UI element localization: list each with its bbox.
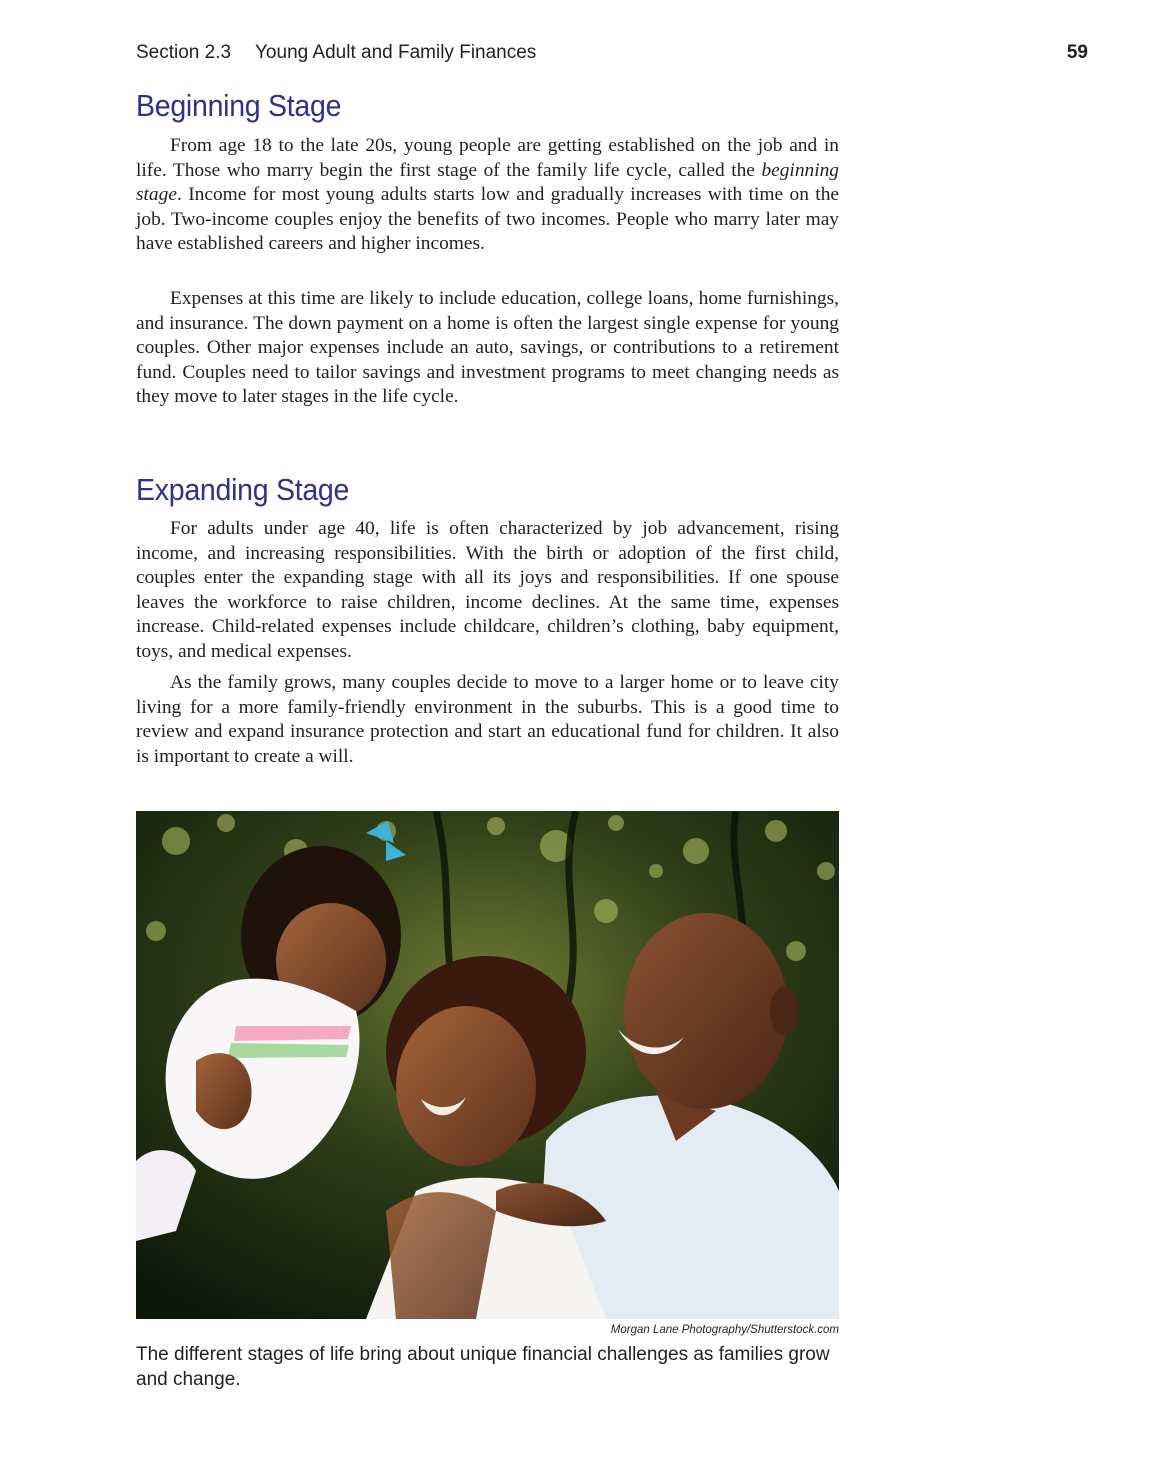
running-head [136,42,1088,66]
paragraph-text: . Income for most young adults starts low and gradually increases with time on the job. Two-income couples enjoy the benefits of two incomes. People who marry later may have established careers and higher incomes. [136,184,839,255]
heading-expanding-stage: Expanding Stage [136,472,350,507]
paragraph-expanding-2: As the family grows, many couples decide to move to a larger home or to leave city living for a more family-friendly environment in the suburbs. This is a good time to review and expand insurance protection and start an educational fund for children. It also is important to create a will. [136,672,839,767]
key-term-beginning-stage: beginning stage [136,159,839,206]
page-number: 59 [1066,42,1088,63]
paragraph-text: From age 18 to the late 20s, young people are getting established on the job and in life. Those who marry begin the first stage of the family life cycle, called the [136,135,839,181]
family-photo-illustration [136,811,839,1319]
heading-beginning-stage: Beginning Stage [136,88,342,123]
section-number: Section 2.3 [136,42,232,63]
section-title: Young Adult and Family Finances [255,42,537,63]
paragraph-expanding-1: For adults under age 40, life is often characterized by job advancement, rising income, and increasing responsibilities. With the birth or adoption of the first child, couples enter the expanding stage with all its joys and responsibilities. If one spouse leaves the workforce to raise children, income declines. At the same time, expenses increase. Child-related expenses include childcare, children’s clothing, baby equipment, toys, and medical expenses. [136,518,839,662]
paragraph-beginning-2: Expenses at this time are likely to include education, college loans, home furnishings, and insurance. The down payment on a home is often the largest single expense for young couples. Other major expenses include an auto, savings, or contributions to a retirement fund. Couples need to tailor savings and investment programs to meet changing needs as they move to later stages in the life cycle. [136,288,839,408]
photo-credit: Morgan Lane Photography/Shutterstock.com [610,1324,839,1336]
paragraph-beginning-1 [136,134,839,257]
figure-caption: The different stages of life bring about unique financial challenges as families grow and change. [136,1344,830,1390]
family-photo [136,811,839,1319]
